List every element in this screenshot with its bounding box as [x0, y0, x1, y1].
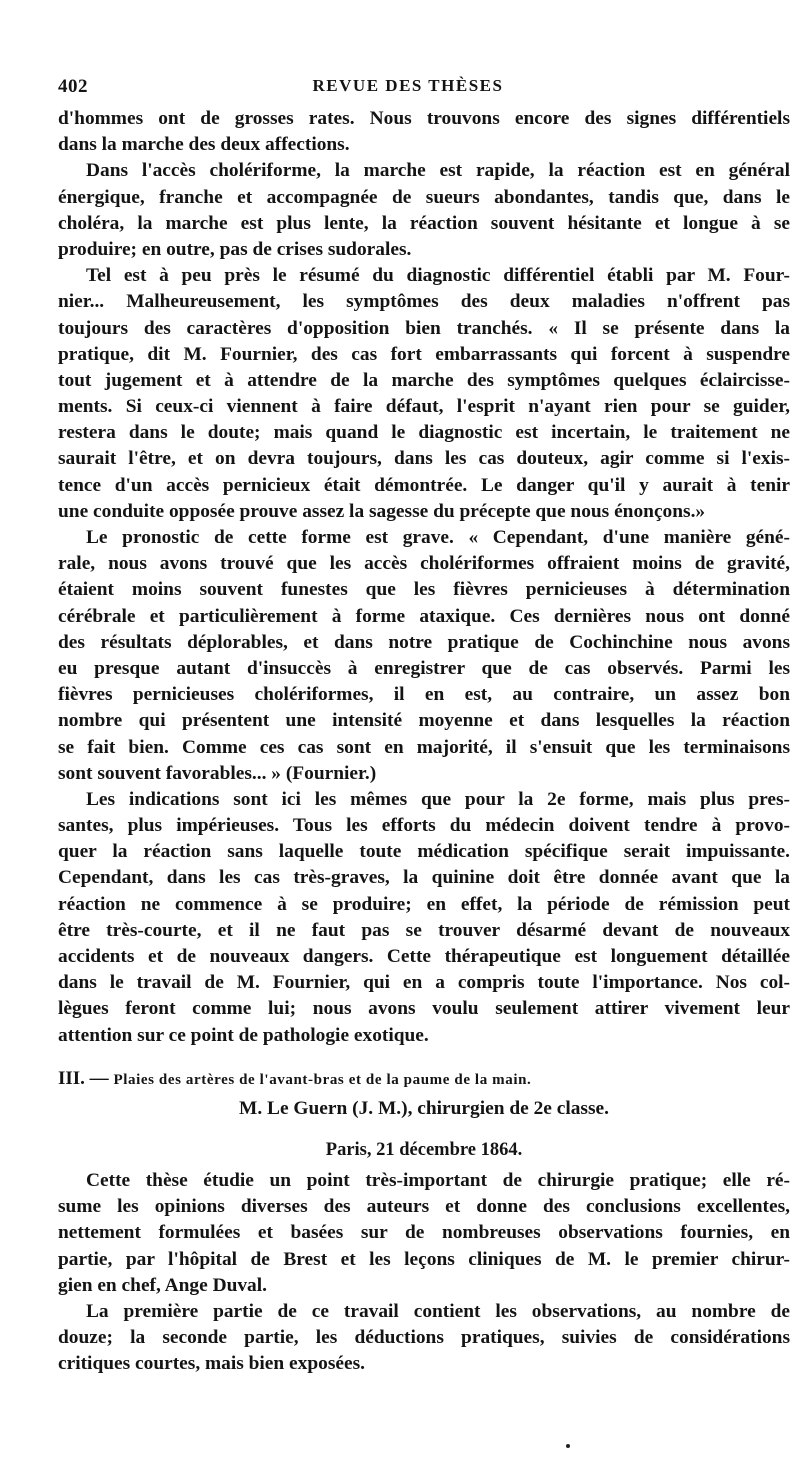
text-line: La première partie de ce travail contient les observations, au nombre de [86, 1300, 790, 1322]
page-header [58, 76, 758, 100]
text-line: saurait l'être, et on devra toujours, dans les cas douteux, agir comme si l'exis- [58, 448, 790, 470]
body-text-block-1 [58, 106, 790, 1049]
text-line: sume les opinions diverses des auteurs et donne des conclusions excellentes, [58, 1196, 790, 1218]
text-line: critiques courtes, mais bien exposées. [58, 1353, 365, 1375]
text-line: produire; en outre, pas de crises sudorales. [58, 238, 412, 260]
text-line: rale, nous avons trouvé que les accès cholériformes offraient moins de gravité, [58, 553, 790, 575]
page-number: 402 [58, 76, 88, 97]
text-line: nettement formulées et basées sur de nombreuses observations fournies, en [58, 1222, 790, 1244]
text-line: pratique, dit M. Fournier, des cas fort embarrassants qui forcent à suspendre [58, 343, 790, 365]
text-line: étaient moins souvent funestes que les fièvres pernicieuses à détermination [58, 579, 790, 601]
running-title: REVUE DES THÈSES [312, 76, 504, 95]
text-line: santes, plus impérieuses. Tous les efforts du médecin doivent tendre à provo- [58, 815, 790, 837]
text-line: tout jugement et à attendre de la marche des symptômes quelques éclaircisse- [58, 369, 790, 391]
text-line: lègues feront comme lui; nous avons voulu seulement attirer vivement leur [58, 998, 790, 1020]
text-line: restera dans le doute; mais quand le diagnostic est incertain, le traitement ne [58, 422, 790, 444]
text-line: eu presque autant d'insuccès à enregistrer que de cas observés. Parmi les [58, 657, 790, 679]
text-line: se fait bien. Comme ces cas sont en majorité, il s'ensuit que les terminaisons [58, 736, 790, 758]
text-line: toujours des caractères d'opposition bien tranchés. « Il se présente dans la [58, 317, 790, 339]
text-line: d'hommes ont de grosses rates. Nous trouvons encore des signes différentiels [58, 108, 790, 129]
section-number: III. — [58, 1068, 109, 1089]
text-line: douze; la seconde partie, les déductions pratiques, suivies de considérations [58, 1327, 790, 1349]
text-line: fièvres pernicieuses cholériformes, il en est, au contraire, un assez bon [58, 684, 790, 706]
text-line: Dans l'accès cholériforme, la marche est rapide, la réaction est en général [86, 160, 790, 182]
section-heading [58, 1066, 790, 1093]
text-line: dans le travail de M. Fournier, qui en a compris toute l'importance. Nos col- [58, 972, 790, 994]
text-line: une conduite opposée prouve assez la sagesse du précepte que nous énonçons.» [58, 500, 706, 522]
text-line: choléra, la marche est plus lente, la réaction souvent hésitante et longue à se [58, 212, 790, 234]
text-line: Tel est à peu près le résumé du diagnostic différentiel établi par M. Four- [86, 265, 790, 287]
text-line: dans la marche des deux affections. [58, 134, 350, 156]
text-line: Cette thèse étudie un point très-important de chirurgie pratique; elle ré- [86, 1170, 790, 1191]
text-line: énergique, franche et accompagnée de sueurs abondantes, tandis que, dans le [58, 186, 790, 208]
text-line: ments. Si ceux-ci viennent à faire défaut, l'esprit n'ayant rien pour se guider, [58, 396, 790, 418]
section-date: Paris, 21 décembre 1864. [325, 1140, 523, 1160]
text-line: Les indications sont ici les mêmes que pour la 2e forme, mais plus pres- [86, 788, 790, 810]
text-line: tence d'un accès pernicieux était démontrée. Le danger qu'il y aurait à tenir [58, 474, 790, 496]
ink-speck [566, 1444, 570, 1448]
body-text-block-2 [58, 1168, 790, 1378]
text-line: accidents et de nouveaux dangers. Cette thérapeutique est longuement détaillée [58, 946, 790, 967]
text-line: nombre qui présentent une intensité moyenne et dans lesquelles la réaction [58, 710, 790, 732]
text-line: attention sur ce point de pathologie exotique. [58, 1024, 429, 1046]
section-title: Plaies des artères de l'avant-bras et de la paume de la main. [113, 1072, 532, 1088]
text-line: quer la réaction sans laquelle toute médication spécifique serait impuissante. [58, 841, 790, 863]
text-line: Cependant, dans les cas très-graves, la quinine doit être donnée avant que la [58, 867, 790, 889]
text-line: être très-courte, et il ne faut pas se trouver désarmé devant de nouveaux [58, 919, 790, 941]
text-line: nier... Malheureusement, les symptômes des deux maladies n'offrent pas [58, 291, 790, 313]
text-line: des résultats déplorables, et dans notre pratique de Cochinchine nous avons [58, 631, 790, 653]
text-line: cérébrale et particulièrement à forme ataxique. Ces dernières nous ont donné [58, 605, 790, 627]
text-line: Le pronostic de cette forme est grave. « Cependant, d'une manière géné- [86, 527, 790, 548]
text-line: sont souvent favorables... » (Fournier.) [58, 762, 377, 784]
text-line: réaction ne commence à se produire; en effet, la période de rémission peut [58, 893, 790, 915]
text-line: partie, par l'hôpital de Brest et les leçons cliniques de M. le premier chirur- [58, 1248, 790, 1270]
text-line: gien en chef, Ange Duval. [58, 1274, 267, 1296]
section-author: M. Le Guern (J. M.), chirurgien de 2e classe. [239, 1098, 609, 1119]
